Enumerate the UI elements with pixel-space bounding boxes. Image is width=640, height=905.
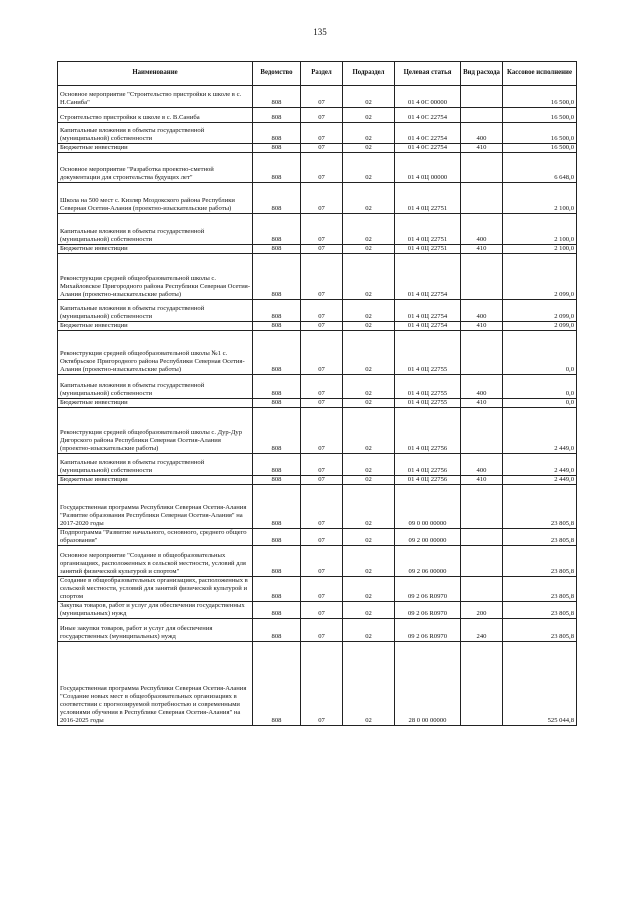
cell-department: 808 bbox=[253, 254, 301, 300]
cell-cash-execution: 0,0 bbox=[503, 331, 577, 375]
cell-department: 808 bbox=[253, 375, 301, 399]
cell-expense-type: 200 bbox=[461, 601, 503, 618]
cell-subsection: 02 bbox=[343, 529, 395, 546]
column-header-expense-type: Вид расхода bbox=[461, 62, 503, 86]
table-row bbox=[58, 641, 577, 725]
cell-cash-execution: 16 500,0 bbox=[503, 86, 577, 108]
table-row bbox=[58, 529, 577, 546]
cell-name: Капитальные вложения в объекты государственной (муниципальной) собственности bbox=[58, 214, 253, 245]
table-row bbox=[58, 408, 577, 454]
cell-section: 07 bbox=[301, 322, 343, 331]
cell-department: 808 bbox=[253, 408, 301, 454]
cell-target-article: 01 4 0Ц 22751 bbox=[395, 214, 461, 245]
table-row bbox=[58, 485, 577, 529]
cell-target-article: 09 2 06 R0970 bbox=[395, 618, 461, 641]
cell-target-article: 01 4 0Ц 22754 bbox=[395, 322, 461, 331]
cell-expense-type bbox=[461, 86, 503, 108]
cell-department: 808 bbox=[253, 322, 301, 331]
cell-target-article: 01 4 0Ц 22751 bbox=[395, 183, 461, 214]
cell-section: 07 bbox=[301, 546, 343, 577]
cell-cash-execution: 2 099,0 bbox=[503, 254, 577, 300]
cell-target-article: 01 4 0Ц 22755 bbox=[395, 399, 461, 408]
cell-name: Основное мероприятие "Строительство пристройки к школе в с. Н.Саниба" bbox=[58, 86, 253, 108]
cell-department: 808 bbox=[253, 153, 301, 183]
table-row bbox=[58, 322, 577, 331]
cell-cash-execution: 0,0 bbox=[503, 399, 577, 408]
cell-section: 07 bbox=[301, 144, 343, 153]
cell-name: Реконструкция средней общеобразовательной школы с. Михайловское Пригородного района Республики Северная Осетия-Алания (проектно-изыскательские работы) bbox=[58, 254, 253, 300]
cell-cash-execution: 2 449,0 bbox=[503, 476, 577, 485]
cell-cash-execution: 2 099,0 bbox=[503, 322, 577, 331]
table-row bbox=[58, 86, 577, 108]
cell-target-article: 01 4 0Ц 22756 bbox=[395, 408, 461, 454]
cell-section: 07 bbox=[301, 485, 343, 529]
cell-expense-type: 400 bbox=[461, 454, 503, 476]
column-header-department: Ведомство bbox=[253, 62, 301, 86]
cell-expense-type: 400 bbox=[461, 214, 503, 245]
cell-department: 808 bbox=[253, 454, 301, 476]
cell-expense-type: 410 bbox=[461, 144, 503, 153]
cell-section: 07 bbox=[301, 618, 343, 641]
cell-name: Государственная программа Республики Северная Осетия-Алания "Создание новых мест в общеобразовательных организациях в соответствии с прогнозируемой потребностью и современными условиями обучения в Республике Северная Осетия-Алания" на 2016-2025 годы bbox=[58, 641, 253, 725]
cell-cash-execution: 2 100,0 bbox=[503, 214, 577, 245]
cell-subsection: 02 bbox=[343, 601, 395, 618]
table-row bbox=[58, 476, 577, 485]
cell-expense-type bbox=[461, 183, 503, 214]
cell-name: Капитальные вложения в объекты государственной (муниципальной) собственности bbox=[58, 123, 253, 144]
table-row bbox=[58, 546, 577, 577]
cell-department: 808 bbox=[253, 144, 301, 153]
cell-department: 808 bbox=[253, 641, 301, 725]
cell-subsection: 02 bbox=[343, 245, 395, 254]
table-row bbox=[58, 245, 577, 254]
cell-expense-type bbox=[461, 108, 503, 123]
cell-name: Основное мероприятие "Разработка проектно-сметной документации для строительства будущих лет" bbox=[58, 153, 253, 183]
cell-department: 808 bbox=[253, 123, 301, 144]
cell-department: 808 bbox=[253, 601, 301, 618]
cell-section: 07 bbox=[301, 408, 343, 454]
cell-cash-execution: 23 805,8 bbox=[503, 529, 577, 546]
cell-expense-type bbox=[461, 153, 503, 183]
cell-subsection: 02 bbox=[343, 485, 395, 529]
table-row bbox=[58, 399, 577, 408]
cell-cash-execution: 23 805,8 bbox=[503, 601, 577, 618]
cell-subsection: 02 bbox=[343, 108, 395, 123]
page-number: 135 bbox=[313, 27, 327, 37]
column-header-subsection: Подраздел bbox=[343, 62, 395, 86]
cell-subsection: 02 bbox=[343, 123, 395, 144]
column-header-name: Наименование bbox=[58, 62, 253, 86]
cell-target-article: 01 4 0Ц 00000 bbox=[395, 153, 461, 183]
cell-name: Государственная программа Республики Северная Осетия-Алания "Развитие образования Республики Северная Осетия-Алания" на 2017-2020 годы bbox=[58, 485, 253, 529]
cell-expense-type: 410 bbox=[461, 245, 503, 254]
cell-section: 07 bbox=[301, 399, 343, 408]
cell-target-article: 01 4 0С 22754 bbox=[395, 144, 461, 153]
column-header-target-article: Целевая статья bbox=[395, 62, 461, 86]
cell-subsection: 02 bbox=[343, 375, 395, 399]
cell-cash-execution: 16 500,0 bbox=[503, 144, 577, 153]
cell-section: 07 bbox=[301, 529, 343, 546]
cell-target-article: 09 2 06 R0970 bbox=[395, 601, 461, 618]
cell-subsection: 02 bbox=[343, 577, 395, 602]
cell-name: Иные закупки товаров, работ и услуг для обеспечения государственных (муниципальных) нужд bbox=[58, 618, 253, 641]
cell-section: 07 bbox=[301, 601, 343, 618]
cell-department: 808 bbox=[253, 300, 301, 322]
cell-subsection: 02 bbox=[343, 618, 395, 641]
cell-subsection: 02 bbox=[343, 183, 395, 214]
cell-cash-execution: 16 500,0 bbox=[503, 108, 577, 123]
budget-execution-table bbox=[57, 61, 577, 726]
cell-cash-execution: 0,0 bbox=[503, 375, 577, 399]
cell-target-article: 01 4 0Ц 22756 bbox=[395, 476, 461, 485]
cell-target-article: 01 4 0С 22754 bbox=[395, 108, 461, 123]
cell-subsection: 02 bbox=[343, 331, 395, 375]
cell-target-article: 09 2 06 00000 bbox=[395, 546, 461, 577]
cell-name: Создание в общеобразовательных организациях, расположенных в сельской местности, условий для занятий физической культурой и спортом bbox=[58, 577, 253, 602]
cell-subsection: 02 bbox=[343, 546, 395, 577]
cell-section: 07 bbox=[301, 108, 343, 123]
cell-subsection: 02 bbox=[343, 153, 395, 183]
cell-target-article: 01 4 0С 22754 bbox=[395, 123, 461, 144]
cell-subsection: 02 bbox=[343, 254, 395, 300]
cell-expense-type bbox=[461, 546, 503, 577]
cell-section: 07 bbox=[301, 641, 343, 725]
cell-cash-execution: 2 100,0 bbox=[503, 183, 577, 214]
cell-subsection: 02 bbox=[343, 454, 395, 476]
table-row bbox=[58, 123, 577, 144]
table-header-row bbox=[58, 62, 577, 86]
cell-expense-type: 400 bbox=[461, 123, 503, 144]
cell-subsection: 02 bbox=[343, 322, 395, 331]
cell-expense-type: 400 bbox=[461, 375, 503, 399]
cell-target-article: 09 0 00 00000 bbox=[395, 485, 461, 529]
cell-department: 808 bbox=[253, 485, 301, 529]
cell-section: 07 bbox=[301, 214, 343, 245]
cell-expense-type: 240 bbox=[461, 618, 503, 641]
cell-subsection: 02 bbox=[343, 399, 395, 408]
cell-target-article: 28 0 00 00000 bbox=[395, 641, 461, 725]
cell-name: Бюджетные инвестиции bbox=[58, 476, 253, 485]
cell-section: 07 bbox=[301, 245, 343, 254]
cell-name: Реконструкция средней общеобразовательной школы №1 с. Октябрьское Пригородного района Республики Северная Осетия-Алания (проектно-изыскательские работы) bbox=[58, 331, 253, 375]
cell-cash-execution: 23 805,8 bbox=[503, 546, 577, 577]
cell-subsection: 02 bbox=[343, 86, 395, 108]
cell-department: 808 bbox=[253, 183, 301, 214]
table-row bbox=[58, 214, 577, 245]
cell-subsection: 02 bbox=[343, 144, 395, 153]
cell-department: 808 bbox=[253, 476, 301, 485]
cell-department: 808 bbox=[253, 86, 301, 108]
cell-cash-execution: 6 648,0 bbox=[503, 153, 577, 183]
cell-expense-type bbox=[461, 485, 503, 529]
cell-target-article: 01 4 0Ц 22755 bbox=[395, 331, 461, 375]
column-header-cash-execution: Кассовое исполнение bbox=[503, 62, 577, 86]
cell-section: 07 bbox=[301, 86, 343, 108]
cell-department: 808 bbox=[253, 529, 301, 546]
cell-name: Подпрограмма "Развитие начального, основного, среднего общего образования" bbox=[58, 529, 253, 546]
cell-section: 07 bbox=[301, 254, 343, 300]
cell-target-article: 01 4 0Ц 22756 bbox=[395, 454, 461, 476]
cell-name: Бюджетные инвестиции bbox=[58, 245, 253, 254]
cell-target-article: 09 2 06 R0970 bbox=[395, 577, 461, 602]
cell-subsection: 02 bbox=[343, 408, 395, 454]
cell-cash-execution: 525 044,8 bbox=[503, 641, 577, 725]
cell-name: Школа на 500 мест с. Кизляр Моздокского района Республики Северная Осетия-Алания (проектно-изыскательские работы) bbox=[58, 183, 253, 214]
cell-cash-execution: 16 500,0 bbox=[503, 123, 577, 144]
cell-subsection: 02 bbox=[343, 214, 395, 245]
cell-department: 808 bbox=[253, 577, 301, 602]
column-header-section: Раздел bbox=[301, 62, 343, 86]
cell-cash-execution: 23 805,8 bbox=[503, 485, 577, 529]
table-row bbox=[58, 153, 577, 183]
cell-section: 07 bbox=[301, 123, 343, 144]
cell-department: 808 bbox=[253, 245, 301, 254]
cell-expense-type bbox=[461, 529, 503, 546]
cell-cash-execution: 2 099,0 bbox=[503, 300, 577, 322]
cell-target-article: 01 4 0С 00000 bbox=[395, 86, 461, 108]
cell-section: 07 bbox=[301, 476, 343, 485]
cell-section: 07 bbox=[301, 375, 343, 399]
table-row bbox=[58, 601, 577, 618]
cell-expense-type: 410 bbox=[461, 476, 503, 485]
cell-department: 808 bbox=[253, 399, 301, 408]
cell-subsection: 02 bbox=[343, 476, 395, 485]
cell-section: 07 bbox=[301, 153, 343, 183]
cell-expense-type: 410 bbox=[461, 322, 503, 331]
table-row bbox=[58, 618, 577, 641]
cell-name: Закупка товаров, работ и услуг для обеспечения государственных (муниципальных) нужд bbox=[58, 601, 253, 618]
table-row bbox=[58, 183, 577, 214]
cell-name: Бюджетные инвестиции bbox=[58, 399, 253, 408]
cell-cash-execution: 23 805,8 bbox=[503, 618, 577, 641]
table-row bbox=[58, 254, 577, 300]
cell-subsection: 02 bbox=[343, 641, 395, 725]
cell-department: 808 bbox=[253, 108, 301, 123]
cell-expense-type bbox=[461, 408, 503, 454]
cell-target-article: 09 2 00 00000 bbox=[395, 529, 461, 546]
cell-expense-type: 400 bbox=[461, 300, 503, 322]
cell-department: 808 bbox=[253, 331, 301, 375]
cell-target-article: 01 4 0Ц 22751 bbox=[395, 245, 461, 254]
cell-name: Бюджетные инвестиции bbox=[58, 322, 253, 331]
cell-expense-type: 410 bbox=[461, 399, 503, 408]
cell-name: Капитальные вложения в объекты государственной (муниципальной) собственности bbox=[58, 454, 253, 476]
cell-cash-execution: 2 449,0 bbox=[503, 454, 577, 476]
cell-cash-execution: 2 100,0 bbox=[503, 245, 577, 254]
cell-section: 07 bbox=[301, 331, 343, 375]
cell-section: 07 bbox=[301, 300, 343, 322]
cell-expense-type bbox=[461, 641, 503, 725]
cell-expense-type bbox=[461, 254, 503, 300]
cell-name: Строительство пристройки к школе в с. В.Саниба bbox=[58, 108, 253, 123]
cell-name: Бюджетные инвестиции bbox=[58, 144, 253, 153]
cell-target-article: 01 4 0Ц 22754 bbox=[395, 254, 461, 300]
cell-name: Реконструкция средней общеобразовательной школы с. Дур-Дур Дигорского района Республики Северная Осетия-Алания (проектно-изыскательские работы) bbox=[58, 408, 253, 454]
cell-cash-execution: 23 805,8 bbox=[503, 577, 577, 602]
cell-expense-type bbox=[461, 577, 503, 602]
table-row bbox=[58, 300, 577, 322]
cell-department: 808 bbox=[253, 546, 301, 577]
cell-cash-execution: 2 449,0 bbox=[503, 408, 577, 454]
cell-name: Капитальные вложения в объекты государственной (муниципальной) собственности bbox=[58, 300, 253, 322]
cell-name: Основное мероприятие "Создание в общеобразовательных организациях, расположенных в сельской местности, условий для занятий физической культурой и спортом" bbox=[58, 546, 253, 577]
cell-subsection: 02 bbox=[343, 300, 395, 322]
table-row bbox=[58, 144, 577, 153]
table-row bbox=[58, 375, 577, 399]
table-row bbox=[58, 577, 577, 602]
cell-target-article: 01 4 0Ц 22754 bbox=[395, 300, 461, 322]
cell-target-article: 01 4 0Ц 22755 bbox=[395, 375, 461, 399]
table-row bbox=[58, 108, 577, 123]
table-row bbox=[58, 454, 577, 476]
cell-section: 07 bbox=[301, 577, 343, 602]
cell-section: 07 bbox=[301, 183, 343, 214]
cell-section: 07 bbox=[301, 454, 343, 476]
table-row bbox=[58, 331, 577, 375]
cell-department: 808 bbox=[253, 618, 301, 641]
cell-name: Капитальные вложения в объекты государственной (муниципальной) собственности bbox=[58, 375, 253, 399]
cell-expense-type bbox=[461, 331, 503, 375]
cell-department: 808 bbox=[253, 214, 301, 245]
